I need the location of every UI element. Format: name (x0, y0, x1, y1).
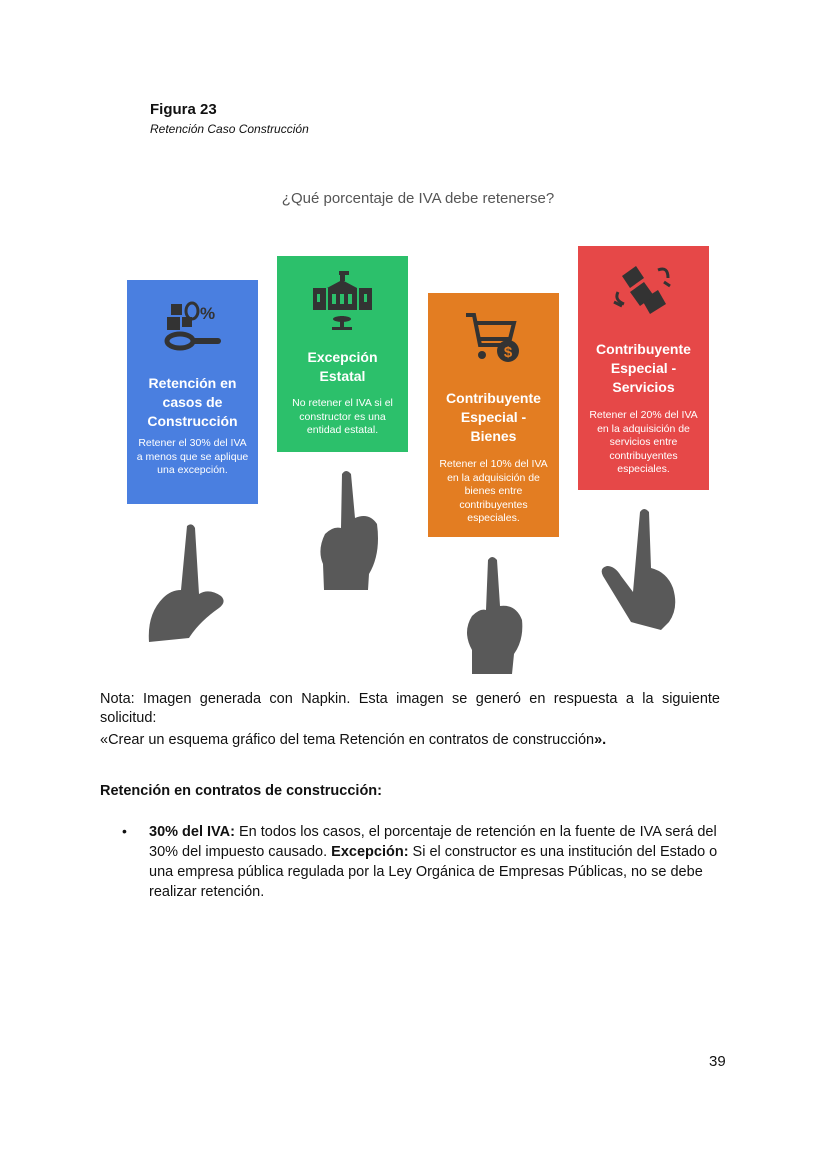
section-title: Retención en contratos de construcción: (100, 783, 382, 799)
figure-caption: Retención Caso Construcción (150, 122, 309, 136)
percent-magnifier-icon (127, 300, 258, 362)
bullet-icon: • (122, 823, 127, 839)
card-title: Retención en casos de Construcción (147, 375, 238, 429)
shopping-cart-dollar-icon (428, 309, 559, 371)
card-title: Contribuyente Especial - Bienes (446, 390, 541, 444)
government-building-icon (277, 270, 408, 336)
svg-text:%: % (200, 304, 216, 323)
card-title: Excepción Estatal (307, 349, 378, 384)
card-description: Retener el 10% del IVA en la adquisición de bienes entre contribuyentes especiales. (439, 458, 548, 524)
pointing-hand-icon (145, 522, 235, 644)
card-description: No retener el IVA si el constructor es una entidad estatal. (292, 397, 393, 436)
card-description: Retener el 30% del IVA a menos que se aplique una excepción. (136, 437, 249, 476)
card-state-exception (277, 256, 408, 452)
card-special-taxpayer-goods (428, 293, 559, 537)
card-construction-retention (127, 280, 258, 504)
card-description: Retener el 20% del IVA en la adquisición de servicios entre contribuyentes especiales. (589, 409, 698, 475)
bullet-text: 30% del IVA: En todos los casos, el porcentaje de retención en la fuente de IVA será del 30% del impuesto causado. Excepción: Si el constructor es una institución del Estado o una empresa pública regulada por la Ley Orgánica de Empresas Públicas, no se debe realizar retención. (149, 824, 718, 900)
svg-text:$: $ (503, 344, 513, 361)
card-title: Contribuyente Especial - Servicios (596, 341, 691, 395)
pointing-hand-icon (312, 470, 382, 592)
handshake-icon (578, 262, 709, 326)
pointing-hand-icon (462, 556, 528, 674)
note-text: Nota: Imagen generada con Napkin. Esta imagen se generó en respuesta a la siguiente solicitud: (100, 691, 720, 726)
figure-label: Figura 23 (150, 101, 217, 118)
note-request: «Crear un esquema gráfico del tema Retención en contratos de construcción». (100, 732, 607, 748)
pointing-hand-icon (600, 508, 686, 630)
infographic-question: ¿Qué porcentaje de IVA debe retenerse? (281, 190, 555, 207)
page-number: 39 (709, 1053, 726, 1070)
card-special-taxpayer-services (578, 246, 709, 490)
